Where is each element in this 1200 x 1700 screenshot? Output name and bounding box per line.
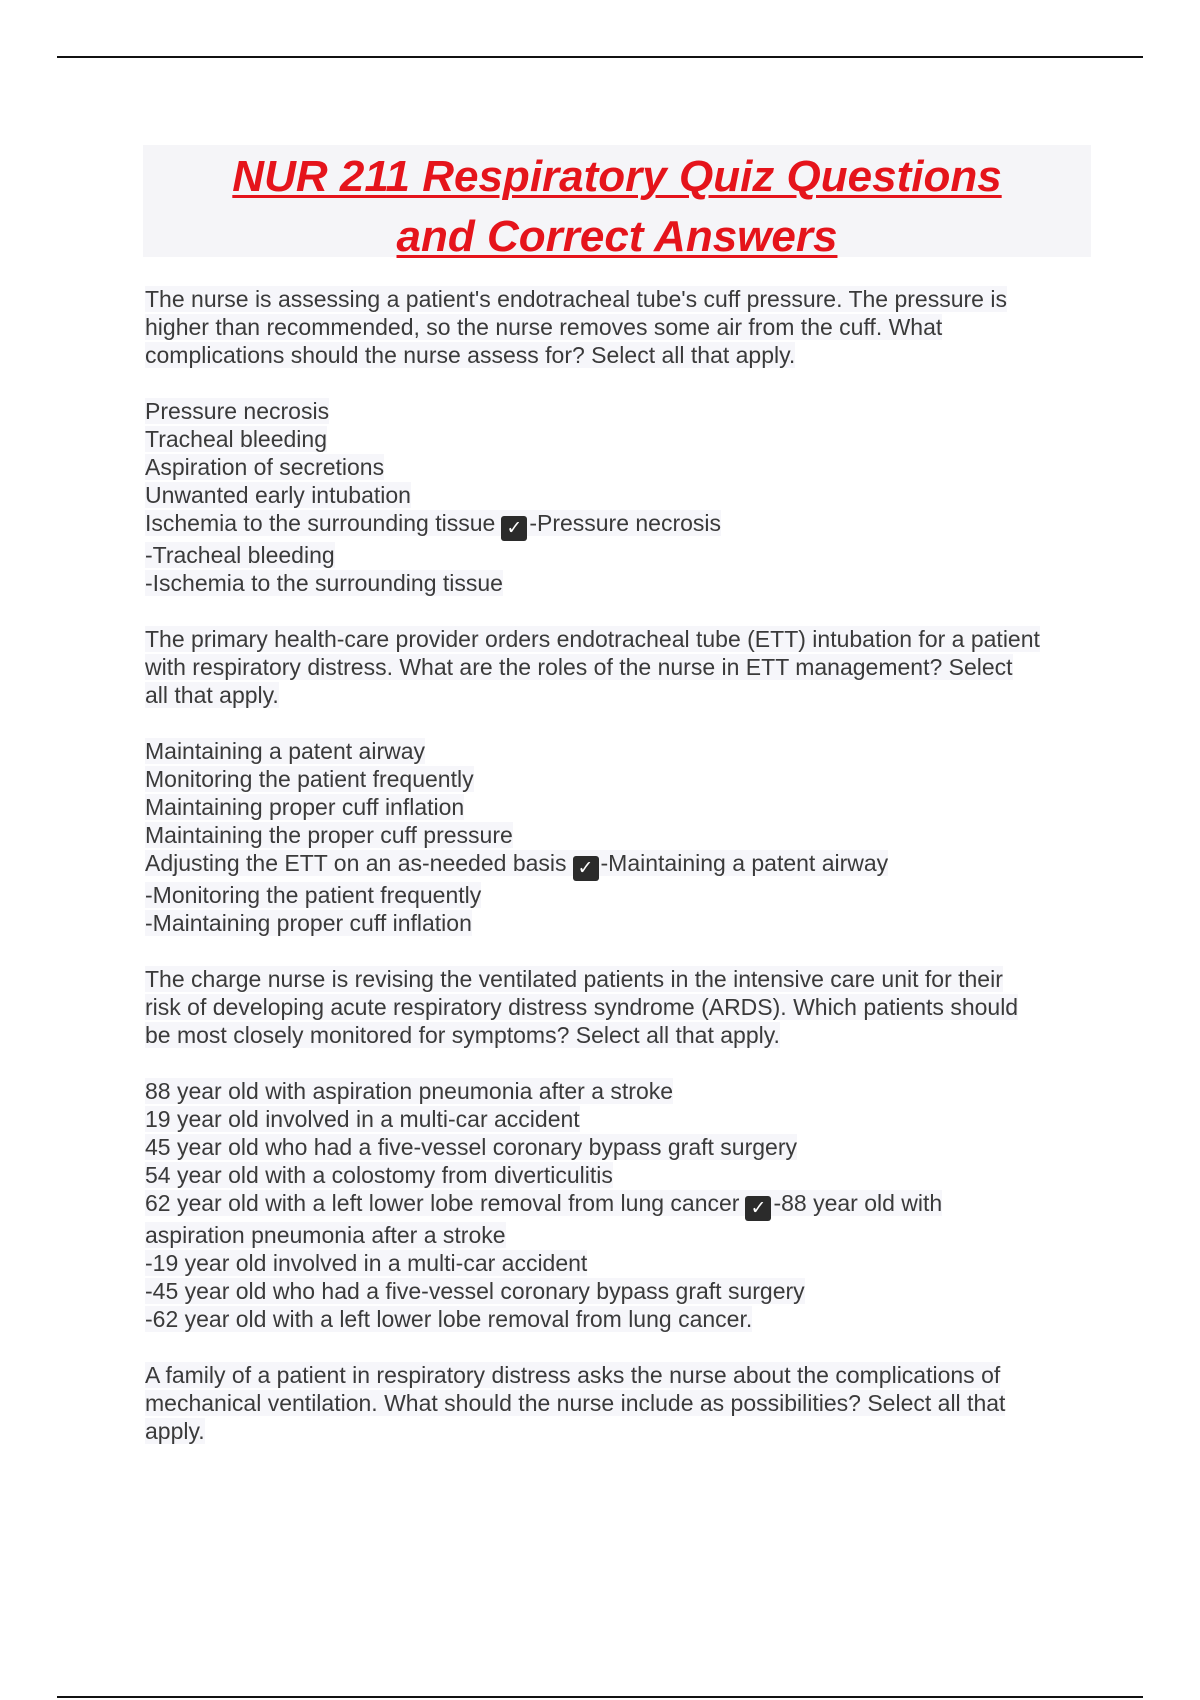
option-item: Pressure necrosis [145,398,330,424]
title-line-2: and Correct Answers [396,212,838,261]
option-item: 88 year old with aspiration pneumonia after a stroke [145,1078,674,1104]
option-item: Adjusting the ETT on an as-needed basis [145,850,567,876]
option-item: Ischemia to the surrounding tissue [145,510,496,536]
answer-item: -19 year old involved in a multi-car accident [145,1250,588,1276]
answer-item: -45 year old who had a five-vessel coronary bypass graft surgery [145,1278,805,1304]
question-text-line: The charge nurse is revising the ventilated patients in the intensive care unit for their [145,966,1003,992]
option-item: Unwanted early intubation [145,482,411,508]
answer-item: -62 year old with a left lower lobe removal from lung cancer. [145,1306,753,1332]
answer-item: -Maintaining a patent airway [600,850,889,876]
question-text-line: A family of a patient in respiratory distress asks the nurse about the complications of [145,1362,1001,1388]
answer-item: -Maintaining proper cuff inflation [145,910,472,936]
answer-item: -Monitoring the patient frequently [145,882,482,908]
checkmark-icon: ✓ [573,856,599,881]
option-item: 62 year old with a left lower lobe removal from lung cancer [145,1190,740,1216]
question-text-line: with respiratory distress. What are the roles of the nurse in ETT management? Select [145,654,1013,680]
question-2 [145,625,1095,709]
question-text-line: higher than recommended, so the nurse removes some air from the cuff. What [145,314,943,340]
option-item: Aspiration of secretions [145,454,385,480]
answer-item: -Tracheal bleeding [145,542,335,568]
question-3 [145,965,1095,1049]
option-item: Tracheal bleeding [145,426,327,452]
option-item: Monitoring the patient frequently [145,766,474,792]
answer-item: aspiration pneumonia after a stroke [145,1222,506,1248]
option-item: Maintaining the proper cuff pressure [145,822,513,848]
question-text-line: mechanical ventilation. What should the nurse include as possibilities? Select all that [145,1390,1006,1416]
option-item: 19 year old involved in a multi-car accident [145,1106,580,1132]
answer-item: -Pressure necrosis [529,510,722,536]
option-item: Maintaining proper cuff inflation [145,794,465,820]
quiz-content [145,285,1095,1473]
options-2 [145,737,1095,937]
question-text-line: risk of developing acute respiratory distress syndrome (ARDS). Which patients should [145,994,1019,1020]
question-text-line: be most closely monitored for symptoms? Select all that apply. [145,1022,780,1048]
bottom-rule [57,1696,1143,1698]
options-1 [145,397,1095,597]
question-text-line: apply. [145,1418,205,1444]
option-item: 45 year old who had a five-vessel coronary bypass graft surgery [145,1134,797,1160]
question-1 [145,285,1095,369]
checkmark-icon: ✓ [501,516,527,541]
question-4 [145,1361,1095,1445]
question-text-line: The nurse is assessing a patient's endotracheal tube's cuff pressure. The pressure is [145,286,1007,312]
top-rule [57,56,1143,58]
question-text-line: The primary health-care provider orders endotracheal tube (ETT) intubation for a patient [145,626,1040,652]
title-line-1: NUR 211 Respiratory Quiz Questions [232,152,1002,201]
question-text-line: all that apply. [145,682,279,708]
answer-item: -88 year old with [773,1190,943,1216]
document-title [143,145,1091,261]
answer-item: -Ischemia to the surrounding tissue [145,570,503,596]
question-text-line: complications should the nurse assess for? Select all that apply. [145,342,796,368]
checkmark-icon: ✓ [745,1196,771,1221]
option-item: 54 year old with a colostomy from diverticulitis [145,1162,613,1188]
options-3 [145,1077,1095,1333]
option-item: Maintaining a patent airway [145,738,425,764]
